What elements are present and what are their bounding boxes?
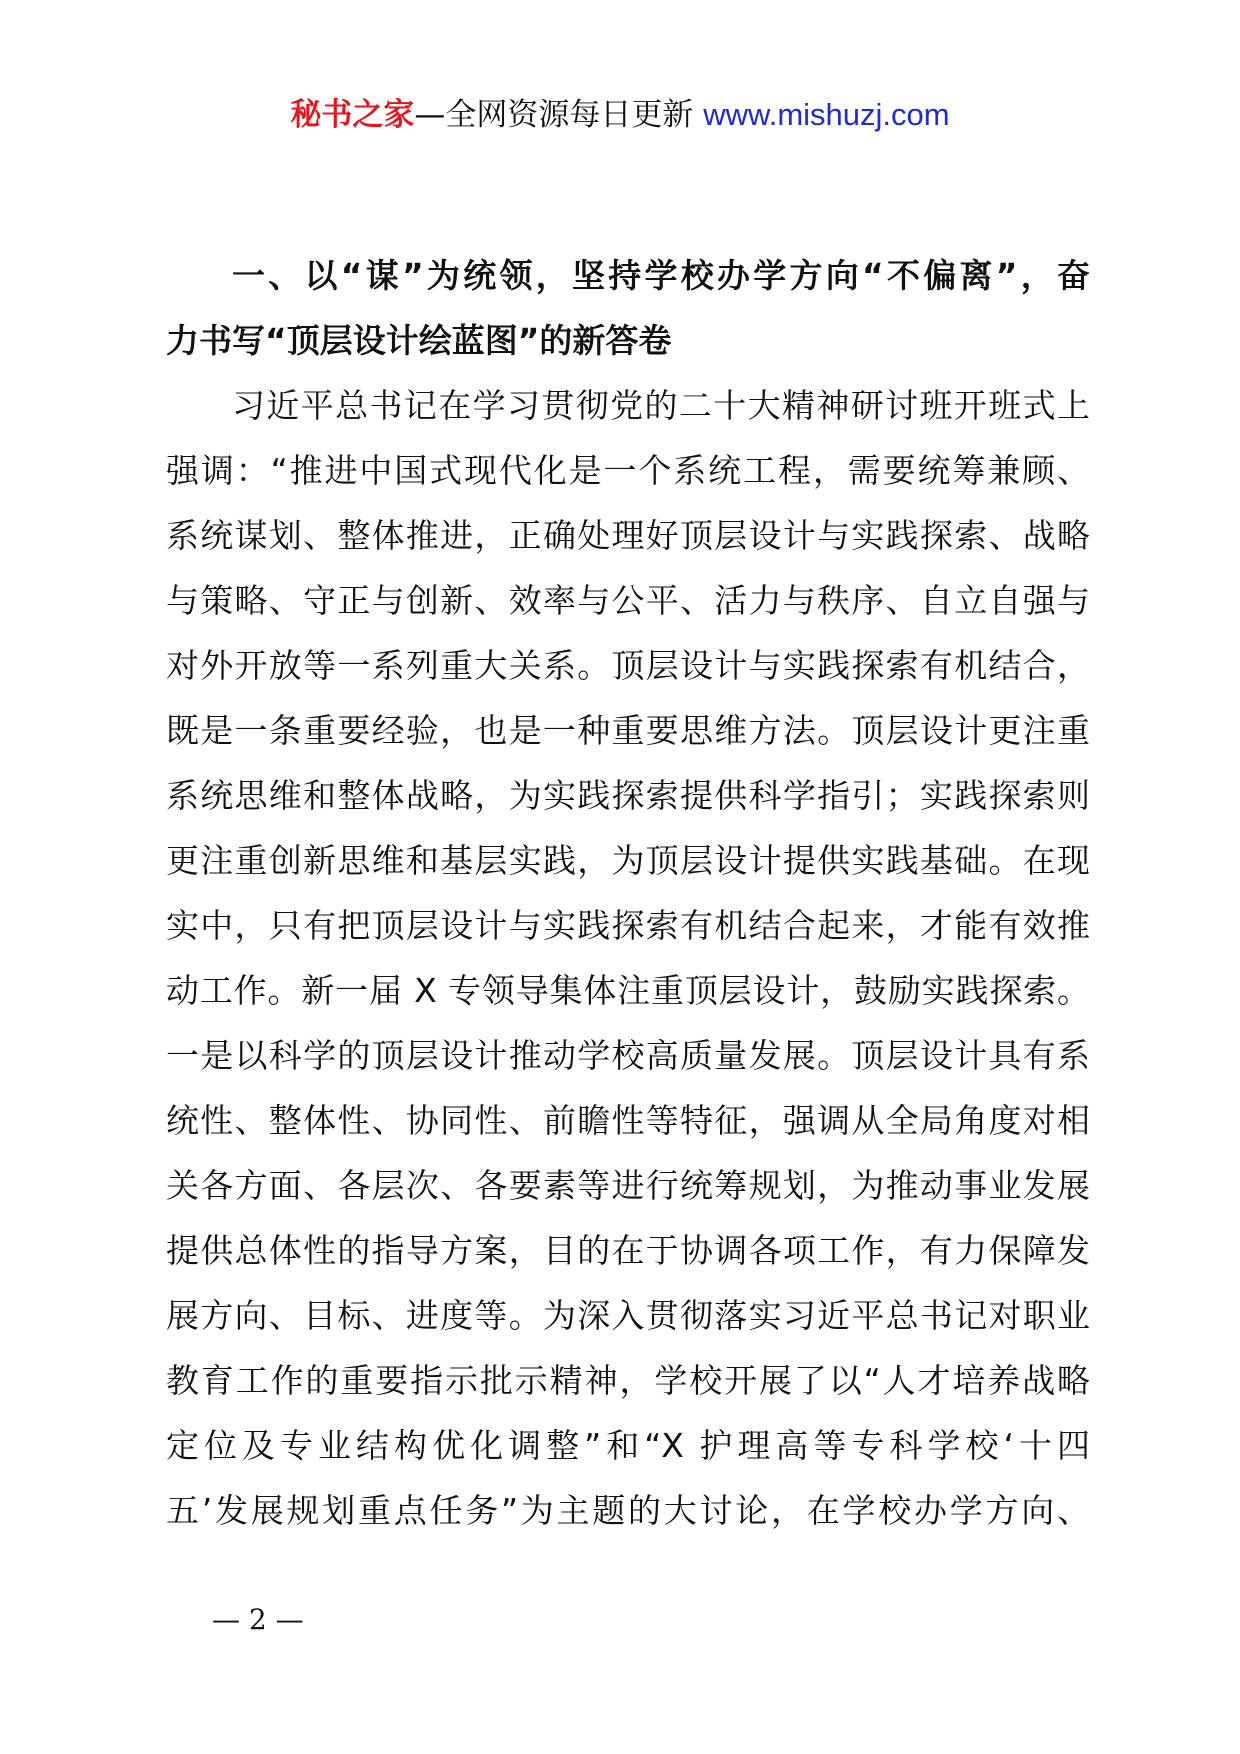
page-number: — 2 — <box>212 1603 304 1636</box>
paragraph-line: 五’发展规划重点任务”为主题的大讨论，在学校办学方向、 <box>166 1491 1090 1530</box>
paragraph-line: 统性、整体性、协同性、前瞻性等特征，强调从全局角度对相 <box>166 1101 1090 1140</box>
paragraph-line: 习近平总书记在学习贯彻党的二十大精神研讨班开班式上 <box>232 386 1090 425</box>
paragraph-line: 系统谋划、整体推进，正确处理好顶层设计与实践探索、战略 <box>166 516 1090 555</box>
paragraph-line: 对外开放等一系列重大关系。顶层设计与实践探索有机结合， <box>166 646 1090 685</box>
section-heading-line: 一、以“谋”为统领，坚持学校办学方向“不偏离”，奋 <box>232 256 1090 295</box>
document-body <box>166 243 1090 1543</box>
paragraph-line: 定位及专业结构优化调整”和“X 护理高等专科学校‘十四 <box>166 1426 1090 1465</box>
paragraph-line: 展方向、目标、进度等。为深入贯彻落实习近平总书记对职业 <box>166 1296 1090 1335</box>
paragraph-line: 实中，只有把顶层设计与实践探索有机结合起来，才能有效推 <box>166 906 1090 945</box>
page-header <box>0 95 1240 135</box>
brand-name: 秘书之家 <box>290 97 415 133</box>
section-heading-line: 力书写“顶层设计绘蓝图”的新答卷 <box>166 321 672 360</box>
paragraph-line: 更注重创新思维和基层实践，为顶层设计提供实践基础。在现 <box>166 841 1090 880</box>
paragraph-line: 既是一条重要经验，也是一种重要思维方法。顶层设计更注重 <box>166 711 1090 750</box>
paragraph-line: 系统思维和整体战略，为实践探索提供科学指引；实践探索则 <box>166 776 1090 815</box>
paragraph-line: 提供总体性的指导方案，目的在于协调各项工作，有力保障发 <box>166 1231 1090 1270</box>
site-url[interactable]: www.mishuzj.com <box>703 97 950 132</box>
paragraph-line: 关各方面、各层次、各要素等进行统筹规划，为推动事业发展 <box>166 1166 1090 1205</box>
paragraph-line: 动工作。新一届 X 专领导集体注重顶层设计，鼓励实践探索。 <box>166 971 1090 1010</box>
paragraph-line: 强调：“推进中国式现代化是一个系统工程，需要统筹兼顾、 <box>166 451 1090 490</box>
paragraph-line: 教育工作的重要指示批示精神，学校开展了以“人才培养战略 <box>166 1361 1090 1400</box>
header-tagline: —全网资源每日更新 <box>414 97 704 133</box>
paragraph-line: 一是以科学的顶层设计推动学校高质量发展。顶层设计具有系 <box>166 1036 1090 1075</box>
paragraph-line: 与策略、守正与创新、效率与公平、活力与秩序、自立自强与 <box>166 581 1090 620</box>
